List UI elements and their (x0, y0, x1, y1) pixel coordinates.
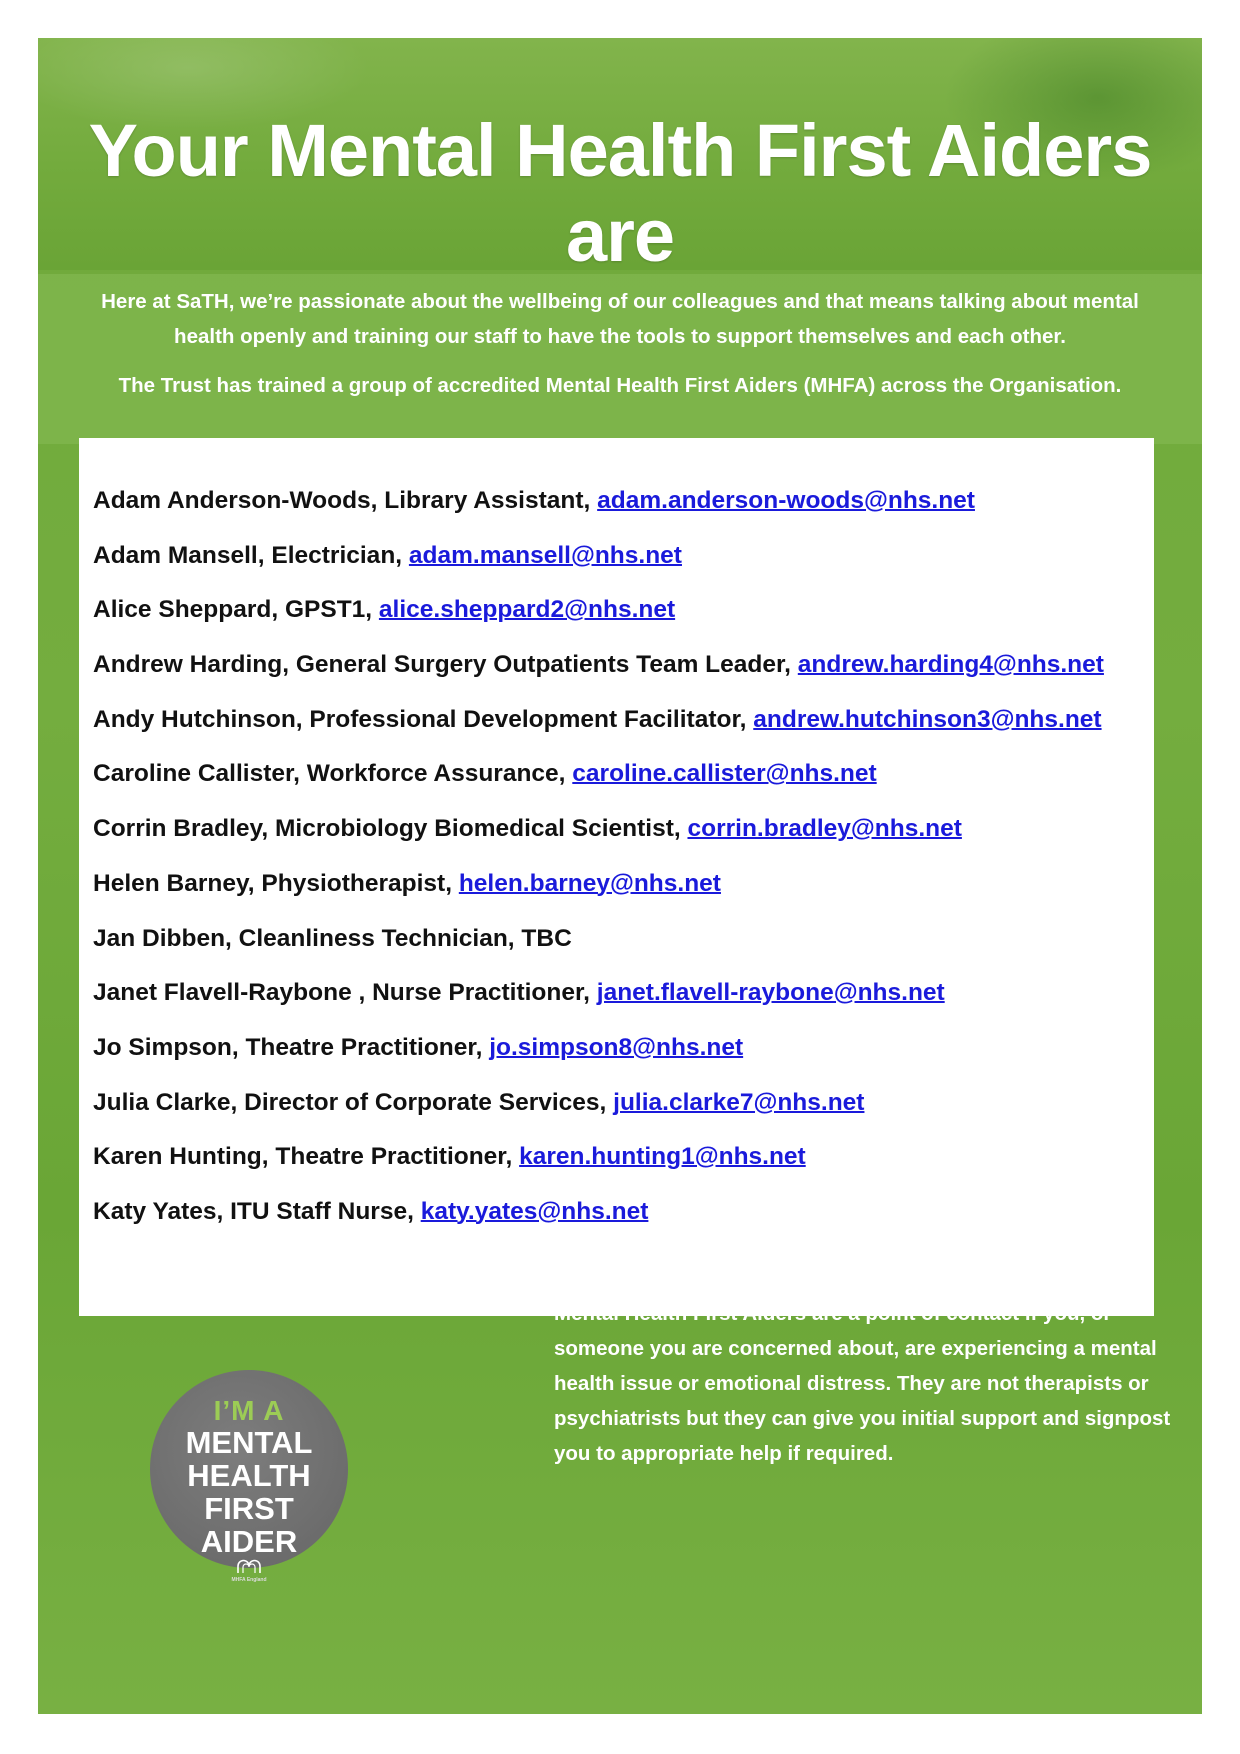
aider-details: Katy Yates, ITU Staff Nurse, (93, 1197, 421, 1225)
list-item (93, 1082, 1154, 1137)
aider-details: Corrin Bradley, Microbiology Biomedical Scientist, (93, 815, 688, 843)
email-link[interactable]: katy.yates@nhs.net (420, 1197, 649, 1225)
list-item (93, 863, 1154, 918)
aider-details: Helen Barney, Physiotherapist, (93, 869, 459, 897)
mhfa-logo-icon (236, 1558, 262, 1574)
header-banner (38, 38, 1202, 277)
intro-paragraph-2: The Trust has trained a group of accredited Mental Health First Aiders (MHFA) across the Organisation. (118, 374, 1122, 397)
aiders-list-panel (79, 438, 1154, 1316)
aider-details: Jo Simpson, Theatre Practitioner, (93, 1033, 490, 1061)
list-item (93, 808, 1154, 863)
support-paragraph-2: Mental Health First Aiders are a point of contact if you, or someone you are concerned about, are experiencing a mental health issue or emotional distress. They are not therapists or psychiatrists but they can give you initial support and signpost you to appropriate help if required. (554, 1302, 1171, 1465)
email-link[interactable]: adam.mansell@nhs.net (408, 541, 682, 569)
list-item (93, 753, 1154, 808)
email-link[interactable]: helen.barney@nhs.net (458, 869, 721, 897)
aider-details: Julia Clarke, Director of Corporate Services, (93, 1088, 614, 1116)
intro-paragraph-1: Here at SaTH, we’re passionate about the wellbeing of our colleagues and that means talking about mental health openly and training our staff to have the tools to support themselves and each other. (101, 290, 1139, 348)
badge-small-text: MHFA England (231, 1577, 267, 1583)
list-item (93, 480, 1154, 535)
list-item (93, 589, 1154, 644)
mhfa-badge (150, 1370, 348, 1583)
email-link[interactable]: janet.flavell-raybone@nhs.net (596, 979, 945, 1007)
email-link[interactable]: jo.simpson8@nhs.net (489, 1033, 744, 1061)
support-info (554, 1214, 1184, 1471)
email-link[interactable]: corrin.bradley@nhs.net (687, 815, 962, 843)
intro-section (38, 274, 1202, 444)
email-link[interactable]: julia.clarke7@nhs.net (613, 1088, 865, 1116)
email-link[interactable]: adam.anderson-woods@nhs.net (597, 487, 975, 514)
aider-details: Janet Flavell-Raybone , Nurse Practitioner, (93, 979, 597, 1007)
aider-details: Andy Hutchinson, Professional Development Facilitator, (93, 705, 754, 733)
list-item (93, 918, 1154, 973)
list-item (93, 1027, 1154, 1082)
badge-line-4: AIDER (200, 1524, 298, 1559)
aider-details: Andrew Harding, General Surgery Outpatients Team Leader, (93, 651, 798, 679)
email-link[interactable]: karen.hunting1@nhs.net (519, 1143, 806, 1171)
page-title: Your Mental Health First Aiders are (88, 109, 1152, 277)
aider-details: Alice Sheppard, GPST1, (93, 596, 379, 624)
list-item (93, 644, 1154, 699)
email-link[interactable]: alice.sheppard2@nhs.net (378, 596, 676, 624)
badge-line-1: MENTAL (185, 1425, 313, 1460)
list-item (93, 535, 1154, 590)
aider-details: Adam Anderson-Woods, Library Assistant, (93, 487, 598, 514)
badge-line-2: HEALTH (187, 1458, 311, 1493)
aider-details: Jan Dibben, Cleanliness Technician, TBC (93, 924, 572, 952)
support-paragraph-1: There are plenty of different types of support out there, and a Mental Health First Aider can help you access them. (554, 1220, 1150, 1278)
list-item (93, 1136, 1154, 1191)
list-item (93, 972, 1154, 1027)
email-link[interactable]: andrew.hutchinson3@nhs.net (753, 705, 1102, 733)
badge-line-3: FIRST (204, 1491, 294, 1526)
email-link[interactable]: caroline.callister@nhs.net (572, 760, 877, 788)
aiders-list (79, 438, 1154, 1246)
aider-details: Caroline Callister, Workforce Assurance, (93, 760, 573, 788)
list-item (93, 699, 1154, 754)
badge-line-0: I’M A (213, 1395, 285, 1426)
email-link[interactable]: andrew.harding4@nhs.net (797, 651, 1104, 679)
aider-details: Adam Mansell, Electrician, (93, 541, 409, 569)
aider-details: Karen Hunting, Theatre Practitioner, (93, 1143, 520, 1171)
